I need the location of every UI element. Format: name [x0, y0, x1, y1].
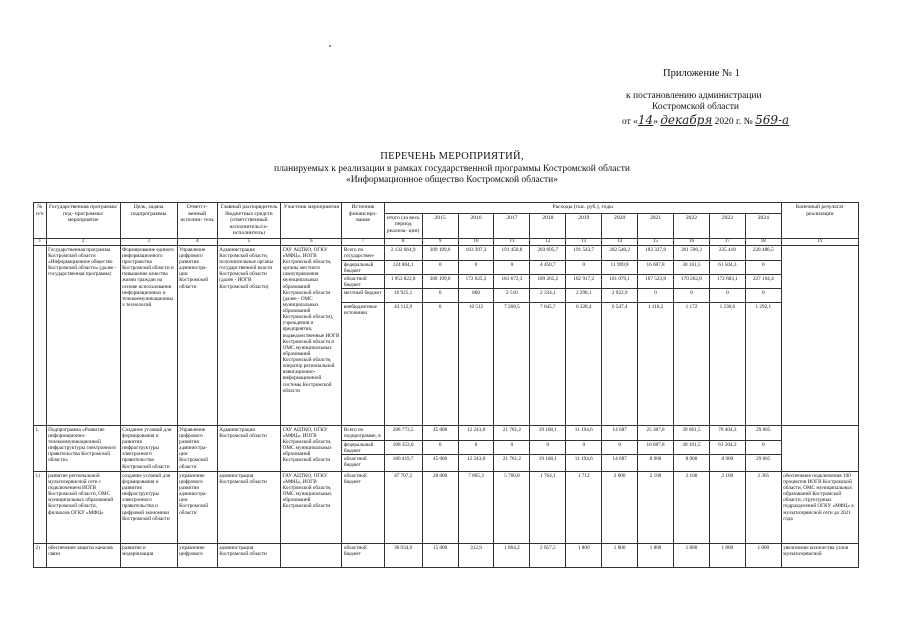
cell-result: увеличение количества узлов мультисервисной: [781, 543, 858, 567]
header-program: Государственная программа/под- программы/ мероприятие: [46, 203, 120, 239]
year-amount: 45 000: [423, 426, 458, 441]
header-year: 2016: [458, 213, 494, 238]
column-number: 13: [566, 238, 602, 245]
cell-program: Государственная программа Костромской области «Информационное общество Костромской области» (далее - государственная программа): [46, 245, 120, 425]
year-amount: 0: [566, 441, 601, 455]
date-prefix: от «: [622, 117, 638, 127]
cell-program: обеспечение защиты каналов связи: [46, 543, 120, 567]
cell-year-value: [638, 543, 674, 567]
cell-year-value: [709, 543, 745, 567]
year-amount: 1 712: [577, 472, 590, 479]
cell-manager: Администрация Костромской области, исполнительные органы государственной власти Костромской области (далее - ИОГВ Костромской области): [217, 245, 280, 425]
handwritten-day: 14: [637, 113, 654, 127]
cell-year-value: [458, 425, 494, 471]
header-expenses: Расходы (тыс. руб.), годы: [384, 203, 781, 214]
header-year: 2022: [674, 213, 710, 238]
year-amount: 1 800: [649, 544, 662, 551]
year-amount: 1 292,1: [755, 303, 772, 310]
cell-year-value: [530, 471, 566, 543]
year-amount: 0: [438, 303, 442, 310]
year-amount: 181 079,1: [602, 275, 637, 289]
cell-year-value: [566, 245, 602, 425]
year-amount: 2 100: [649, 472, 662, 479]
column-number: 18: [745, 238, 781, 245]
header-total: итого (за весь период реализа- ции): [384, 213, 422, 238]
year-amount: 2 000: [613, 472, 626, 479]
year-amount: 7 268,5: [504, 303, 520, 310]
year-amount: 0: [638, 289, 673, 303]
cell-year-value: [745, 425, 781, 471]
header-participant: Участник мероприятия: [281, 203, 342, 239]
year-amount: 1 800: [721, 544, 734, 551]
year-amount: 191 450,8: [494, 246, 529, 261]
cell-executor: Управление цифрового развития администра- ции Костромской области: [177, 245, 217, 425]
cell-program: Подпрограмма «Развитие информационно- телекоммуникационной инфраструктуры электронного правительства Костромской области»: [46, 425, 120, 471]
cell-year-value: [494, 543, 530, 567]
cell-goal: создание условий для формирования и развития инфраструктуры электронного правительства и цифровой экономики Костромской области: [120, 471, 177, 543]
document-subtitle-1: планируемых к реализации в рамках государственной программы Костромской области: [274, 164, 630, 174]
cell-year-value: [602, 471, 638, 543]
total-amount: 1 953 822,8: [385, 275, 422, 289]
cell-year-value: [745, 471, 781, 543]
total-amount: 16 925,1: [385, 289, 422, 303]
year-amount: 21 761,2: [494, 426, 529, 441]
year-amount: 19 168,1: [530, 426, 565, 441]
year-amount: 10 512: [468, 303, 484, 310]
year-amount: 235 418: [710, 246, 745, 261]
year-amount: 2 922,9: [602, 289, 637, 303]
cell-funding-sources: [342, 471, 384, 543]
cell-no: [34, 245, 47, 425]
cell-manager: администрация Костромской области: [217, 543, 280, 567]
table-row: [34, 245, 859, 425]
year-amount: 30 161,5: [674, 441, 709, 455]
year-amount: 2 057,5: [540, 544, 556, 551]
year-amount: 0: [746, 261, 781, 275]
cell-participant: [281, 543, 342, 567]
handwritten-month: декабря: [660, 113, 713, 127]
total-amount: 30 034,6: [394, 544, 413, 551]
year-amount: 0: [423, 261, 458, 275]
cell-participant: ГАУ АЦТКО, ОГКУ «МФЦ», ИОГВ Костромской области, ОМС муниципальных образований Костромской области: [281, 471, 342, 543]
year-amount: 228 486,5: [746, 246, 781, 261]
year-amount: 12 243,8: [459, 426, 494, 441]
cell-executor: Управление цифрового развития администра- ции Костромской области: [177, 425, 217, 471]
column-number: 5: [217, 238, 280, 245]
cell-participant: ГАУ АЦТКО, ОГКУ «МФЦ», ИОГВ Костромской области, органы местного самоуправления муниципальных образований Костромской области (далее - ОМС муниципальных образований Костромской области), учреждения и предприятия, подведомственные ИОГВ Костромской области и ОМС муниципальных образований Костромской области, оператор региональной навигационно-информационной системы Костромской области: [281, 245, 342, 425]
year-amount: 309 199,6: [423, 246, 458, 261]
cell-year-value: [745, 543, 781, 567]
scan-speck: [329, 45, 331, 47]
measures-table: [33, 202, 859, 568]
header-year: 2015: [422, 213, 458, 238]
year-amount: 860: [459, 289, 494, 303]
cell-total: [384, 425, 422, 471]
year-amount: 201 596,3: [674, 246, 709, 261]
header-row-1: [34, 203, 859, 214]
year-amount: 227 194,4: [746, 275, 781, 289]
date-year: 2020 г. №: [712, 117, 756, 127]
cell-result: [781, 245, 858, 425]
year-amount: 14 687: [612, 455, 627, 462]
cell-year-value: [638, 471, 674, 543]
cell-no: 1): [34, 471, 47, 543]
year-amount: 12 243,8: [466, 455, 486, 462]
cell-year-value: [458, 245, 494, 425]
year-amount: 2 510: [494, 289, 529, 303]
year-amount: 0: [494, 261, 529, 275]
cell-year-value: [494, 425, 530, 471]
cell-manager: администрация Костромской области: [217, 471, 280, 543]
year-amount: 0: [566, 261, 601, 275]
year-amount: 7 645,7: [540, 303, 556, 310]
total-amount: 108 353,6: [385, 441, 422, 455]
cell-executor: управление цифрового развития администра- ции Костромской области: [177, 471, 217, 543]
year-amount: 11 999,8: [602, 261, 637, 275]
year-amount: 11 194,6: [574, 455, 593, 462]
funding-source-name: Всего по государствен-: [342, 246, 383, 261]
table-body: [34, 245, 859, 567]
year-amount: 4 450,7: [530, 261, 565, 275]
cell-year-value: [458, 543, 494, 567]
year-amount: 0: [746, 289, 781, 303]
cell-year-value: [674, 425, 710, 471]
resolution-date-line: [622, 113, 789, 127]
column-number: 3: [120, 238, 177, 245]
year-amount: 29 665: [746, 426, 781, 441]
total-amount: 180 419,7: [392, 455, 414, 462]
year-amount: 6 328,4: [575, 303, 592, 310]
year-amount: 0: [494, 441, 529, 455]
cell-year-value: [602, 543, 638, 567]
cell-total: [384, 245, 422, 425]
cell-year-value: [530, 245, 566, 425]
cell-year-value: [566, 543, 602, 567]
cell-year-value: [530, 543, 566, 567]
column-number: 1: [34, 238, 47, 245]
table-row: [34, 425, 859, 471]
header-manager: Главный распорядитель бюджетных средств (ответственный исполнитель/со- исполнитель): [217, 203, 280, 239]
year-amount: 8 900: [649, 455, 662, 462]
cell-year-value: [602, 425, 638, 471]
year-amount: 25 387,8: [638, 426, 673, 441]
year-amount: 203 695,7: [530, 246, 565, 261]
cell-no: 1.: [34, 425, 47, 471]
cell-no: 2): [34, 543, 47, 567]
year-amount: 0: [710, 289, 745, 303]
header-source: Источник финансиро- вания: [342, 203, 384, 239]
year-amount: 0: [530, 441, 565, 455]
cell-year-value: [709, 245, 745, 425]
year-amount: 16 687,8: [638, 441, 673, 455]
document-subtitle-2: «Информационное общество Костромской области»: [346, 175, 558, 185]
cell-year-value: [458, 471, 494, 543]
year-amount: 1 116,2: [647, 303, 664, 310]
year-amount: 312,9: [470, 544, 482, 551]
cell-result: обеспечение подключения 100 процентов ИОГВ Костромской области, ОМС муниципальных образований Костромской области, структурных подразделений ОГКУ «МФЦ» к мультисервисной сети до 2021 года: [781, 471, 858, 543]
cell-year-value: [422, 471, 458, 543]
header-year: 2024: [745, 213, 781, 238]
header-year: 2021: [638, 213, 674, 238]
column-number: 6: [281, 238, 342, 245]
cell-year-value: [494, 471, 530, 543]
total-amount: 43 112,9: [394, 303, 413, 310]
year-amount: 0: [674, 289, 709, 303]
year-amount: 8 900: [721, 455, 734, 462]
year-amount: 1 800: [685, 544, 698, 551]
document-title: ПЕРЕЧЕНЬ МЕРОПРИЯТИЙ,: [380, 151, 524, 162]
year-amount: 39 061,5: [674, 426, 709, 441]
year-amount: 182 917,2: [566, 275, 601, 289]
column-number: 2: [46, 238, 120, 245]
year-amount: 11 194,6: [566, 426, 601, 441]
cell-goal: развитие и модернизация: [120, 543, 177, 567]
cell-manager: Администрация Костромской области: [217, 425, 280, 471]
resolution-line-1: к постановлению администрации: [626, 91, 762, 101]
total-amount: 124 804,1: [385, 261, 422, 275]
year-amount: 61 504,3: [710, 261, 745, 275]
funding-source-name: областной бюджет: [343, 472, 367, 485]
year-amount: 16 687,8: [638, 261, 673, 275]
funding-source-name: федеральный бюджет: [342, 261, 383, 275]
year-amount: 0: [746, 441, 781, 455]
cell-year-value: [566, 471, 602, 543]
column-number: 9: [422, 238, 458, 245]
year-amount: 7 805,3: [468, 472, 484, 479]
funding-source-name: Всего по подпрограмме, в: [342, 426, 383, 441]
column-number: 12: [530, 238, 566, 245]
cell-year-value: [422, 245, 458, 425]
cell-goal: Формирование единого информационного пространства Костромской области и повышение качества жизни граждан на основе использования информационных и телекоммуникационных технологий: [120, 245, 177, 425]
year-amount: 30 161,5: [674, 261, 709, 275]
year-amount: 21 761,2: [502, 455, 521, 462]
cell-total: [384, 543, 422, 567]
year-amount: 1 764,1: [540, 472, 556, 479]
cell-funding-sources: [342, 245, 384, 425]
year-amount: 1 864,2: [504, 544, 520, 551]
header-year: 2020: [602, 213, 638, 238]
year-amount: 61 504,3: [710, 441, 745, 455]
cell-year-value: [674, 245, 710, 425]
year-amount: 1 800: [613, 544, 626, 551]
column-number: 17: [709, 238, 745, 245]
cell-year-value: [638, 245, 674, 425]
year-amount: 19 168,1: [538, 455, 557, 462]
funding-source-name: областной бюджет: [342, 275, 383, 289]
column-number: 10: [458, 238, 494, 245]
cell-year-value: [494, 245, 530, 425]
year-amount: 45 000: [432, 455, 448, 462]
year-amount: 8 900: [685, 455, 698, 462]
funding-source-name: областной бюджет: [343, 544, 367, 557]
column-number: 16: [674, 238, 710, 245]
year-amount: 6 547,4: [611, 303, 628, 310]
year-amount: 2 100: [721, 472, 734, 479]
column-number: 14: [602, 238, 638, 245]
total-amount: 2 132 664,9: [385, 246, 422, 261]
handwritten-number: 569-а: [755, 113, 790, 127]
column-number: 4: [177, 238, 217, 245]
cell-funding-sources: [342, 543, 384, 567]
resolution-line-2: Костромской области: [652, 102, 739, 112]
year-amount: 29 665: [756, 455, 771, 462]
header-no: № п/п: [34, 203, 47, 239]
year-amount: 2 298,1: [566, 289, 601, 303]
funding-source-name: областной бюджет: [343, 455, 367, 468]
year-amount: 167 523,8: [638, 275, 673, 289]
table-row: [34, 543, 859, 567]
cell-year-value: [602, 245, 638, 425]
column-number: 11: [494, 238, 530, 245]
total-amount: 288 773,5: [385, 426, 422, 441]
header-year: 2017: [494, 213, 530, 238]
year-amount: 70 404,3: [710, 426, 745, 441]
cell-year-value: [422, 543, 458, 567]
cell-year-value: [566, 425, 602, 471]
year-amount: 183 327,8: [638, 246, 673, 261]
year-amount: 309 199,6: [423, 275, 458, 289]
year-amount: 14 687: [602, 426, 637, 441]
year-amount: 0: [602, 441, 637, 455]
year-amount: 2 365: [757, 472, 770, 479]
cell-year-value: [709, 471, 745, 543]
column-number: 15: [638, 238, 674, 245]
year-amount: 0: [423, 289, 458, 303]
cell-result: [781, 425, 858, 471]
header-year: 2019: [566, 213, 602, 238]
cell-program: развитие региональной мультисервисной сети с подключением ИОГВ Костромской области, ОМС муниципальных образований Костромской области, филиалов ОГКУ «МФЦ»: [46, 471, 120, 543]
cell-year-value: [674, 471, 710, 543]
header-year: 2018: [530, 213, 566, 238]
year-amount: 1 800: [757, 544, 770, 551]
cell-funding-sources: [342, 425, 384, 471]
year-amount: 0: [423, 441, 458, 455]
appendix-title: Приложение № 1: [663, 68, 740, 79]
column-number: 19: [781, 238, 858, 245]
year-amount: 1 172: [685, 303, 698, 310]
year-amount: 5 760,8: [504, 472, 520, 479]
cell-year-value: [674, 543, 710, 567]
column-number: 8: [384, 238, 422, 245]
cell-executor: управление цифрового: [177, 543, 217, 567]
year-amount: 1 230,6: [719, 303, 736, 310]
cell-goal: Создание условий для формирования и развития инфраструктуры электронного правительства Костромской области: [120, 425, 177, 471]
cell-participant: ГАУ АЦТКО, ОГКУ «МФЦ», ИОГВ Костромской области, ОМС муниципальных образований Костромской области: [281, 425, 342, 471]
funding-source-name: федеральный бюджет: [342, 441, 383, 455]
header-result: Конечный результат реализации: [781, 203, 858, 239]
cell-total: [384, 471, 422, 543]
cell-year-value: [422, 425, 458, 471]
funding-source-name: внебюджетные источники: [343, 303, 377, 316]
total-amount: 47 707,2: [394, 472, 413, 479]
header-year: 2023: [709, 213, 745, 238]
year-amount: 202 540,2: [602, 246, 637, 261]
year-amount: 170 262,8: [674, 275, 709, 289]
funding-source-name: местный бюджет: [342, 289, 383, 303]
year-amount: 0: [459, 261, 494, 275]
year-amount: 181 672,3: [494, 275, 529, 289]
column-number-row: [34, 238, 859, 245]
table-row: [34, 471, 859, 543]
year-amount: 0: [459, 441, 494, 455]
year-amount: 2 100: [685, 472, 698, 479]
year-amount: 191 543,7: [566, 246, 601, 261]
year-amount: 172 025,3: [459, 275, 494, 289]
cell-year-value: [638, 425, 674, 471]
column-number: 7: [342, 238, 384, 245]
cell-year-value: [530, 425, 566, 471]
year-amount: 172 683,1: [710, 275, 745, 289]
cell-year-value: [709, 425, 745, 471]
year-amount: 2 334,1: [530, 289, 565, 303]
cell-year-value: [745, 245, 781, 425]
year-amount: 183 397,3: [459, 246, 494, 261]
year-amount: 189 265,2: [530, 275, 565, 289]
header-goal: Цель, задача подпрограммы: [120, 203, 177, 239]
header-executor: Ответст- венный исполни- тель: [177, 203, 217, 239]
year-amount: 1 800: [577, 544, 590, 551]
date-mid: »: [653, 117, 661, 127]
year-amount: 15 000: [432, 544, 448, 551]
year-amount: 20 000: [432, 472, 448, 479]
